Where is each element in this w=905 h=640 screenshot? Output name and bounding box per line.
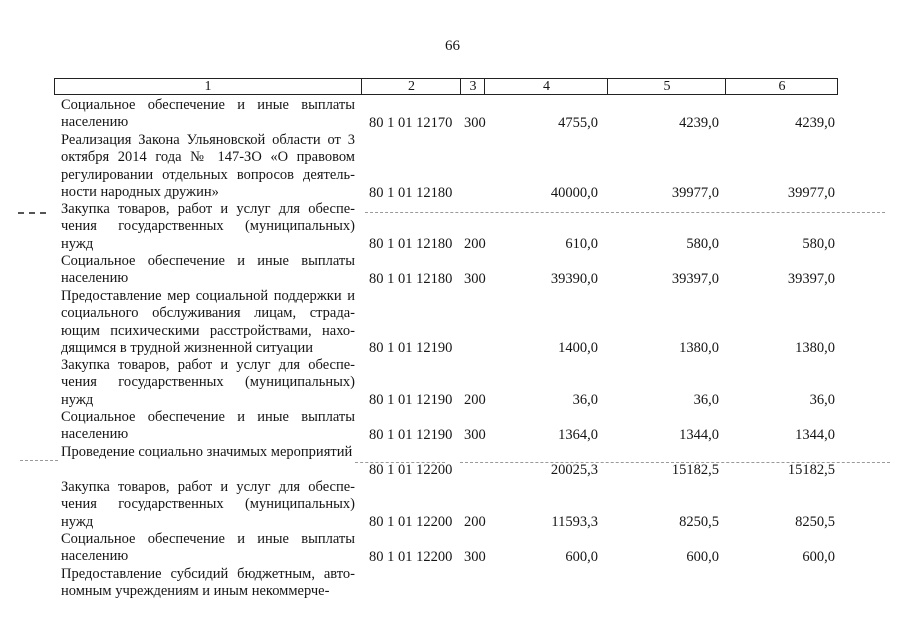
row-value-6: 36,0 (809, 391, 835, 408)
table-row (0, 201, 905, 253)
page-number: 66 (445, 38, 460, 54)
row-value-6: 1380,0 (795, 339, 835, 356)
row-value-5: 39397,0 (671, 270, 719, 287)
header-col-6: 6 (725, 79, 838, 94)
table-row (0, 409, 905, 444)
row-name: Реализация Закона Ульяновской области от 3 октября 2014 года № 147-ЗО «О правовом регулировании отдельных вопросов деятельности народных дружин» (61, 132, 355, 200)
row-value-4: 600,0 (565, 548, 598, 565)
row-vr: 300 (464, 114, 486, 131)
row-code: 80 1 01 12190 (369, 391, 453, 408)
row-value-5: 1344,0 (679, 426, 719, 443)
row-name: Закупка товаров, работ и услуг для обеспечения государственных (муниципальных) нужд (61, 357, 355, 408)
row-value-5: 600,0 (686, 548, 719, 565)
row-value-5: 580,0 (686, 235, 719, 252)
row-code: 80 1 01 12180 (369, 235, 453, 252)
row-vr: 300 (464, 426, 486, 443)
row-code: 80 1 01 12190 (369, 339, 453, 356)
table-row (0, 97, 905, 132)
row-value-4: 4755,0 (558, 114, 598, 131)
row-name: Закупка товаров, работ и услуг для обеспечения государственных (муниципальных) нужд (61, 201, 355, 252)
table-header (54, 78, 838, 95)
table-row (0, 566, 905, 601)
row-vr: 200 (464, 513, 486, 530)
row-value-4: 36,0 (572, 391, 598, 408)
row-value-6: 580,0 (802, 235, 835, 252)
row-name: Предоставление субсидий бюджетным, автономным учреждениям и иным некоммерче- (61, 566, 355, 600)
row-value-4: 39390,0 (550, 270, 598, 287)
row-name: Закупка товаров, работ и услуг для обеспечения государственных (муниципальных) нужд (61, 479, 355, 530)
row-code: 80 1 01 12190 (369, 426, 453, 443)
row-value-6: 39397,0 (787, 270, 835, 287)
row-value-4: 1400,0 (558, 339, 598, 356)
row-code: 80 1 01 12180 (369, 184, 453, 201)
row-value-4: 11593,3 (551, 513, 598, 530)
header-col-4: 4 (484, 79, 608, 94)
table-row (0, 288, 905, 357)
header-col-3: 3 (460, 79, 485, 94)
table-row (0, 132, 905, 202)
header-col-2: 2 (361, 79, 461, 94)
table-row (0, 444, 905, 479)
row-code: 80 1 01 12200 (369, 513, 453, 530)
row-vr: 300 (464, 548, 486, 565)
table-row (0, 357, 905, 409)
row-value-4: 610,0 (565, 235, 598, 252)
row-value-6: 1344,0 (795, 426, 835, 443)
row-code: 80 1 01 12200 (369, 548, 453, 565)
row-name: Проведение социально значимых мероприятий (61, 444, 353, 460)
row-value-6: 8250,5 (795, 513, 835, 530)
row-value-5: 36,0 (693, 391, 719, 408)
row-vr: 300 (464, 270, 486, 287)
header-col-1: 1 (204, 79, 212, 94)
row-value-6: 600,0 (802, 548, 835, 565)
row-value-4: 1364,0 (558, 426, 598, 443)
row-name: Предоставление мер социальной поддержки и социального обслуживания лицам, страдающим психическими расстройствами, находящимся в трудной жизненной ситуации (61, 288, 355, 356)
table-row (0, 253, 905, 288)
row-value-4: 20025,3 (550, 461, 598, 478)
row-value-5: 1380,0 (679, 339, 719, 356)
table-row (0, 531, 905, 566)
row-value-6: 4239,0 (795, 114, 835, 131)
row-value-5: 15182,5 (671, 461, 719, 478)
row-name: Социальное обеспечение и иные выплаты населению (61, 97, 355, 131)
table-row (0, 479, 905, 531)
row-value-6: 15182,5 (787, 461, 835, 478)
row-value-5: 8250,5 (679, 513, 719, 530)
row-vr: 200 (464, 391, 486, 408)
row-value-6: 39977,0 (787, 184, 835, 201)
row-code: 80 1 01 12200 (369, 461, 453, 478)
row-name: Социальное обеспечение и иные выплаты населению (61, 253, 355, 287)
row-name: Социальное обеспечение и иные выплаты населению (61, 409, 355, 443)
row-name: Социальное обеспечение и иные выплаты населению (61, 531, 355, 565)
row-value-5: 39977,0 (671, 184, 719, 201)
row-code: 80 1 01 12180 (369, 270, 453, 287)
row-vr: 200 (464, 235, 486, 252)
row-value-4: 40000,0 (550, 184, 598, 201)
row-code: 80 1 01 12170 (369, 114, 453, 131)
header-col-5: 5 (607, 79, 726, 94)
row-value-5: 4239,0 (679, 114, 719, 131)
